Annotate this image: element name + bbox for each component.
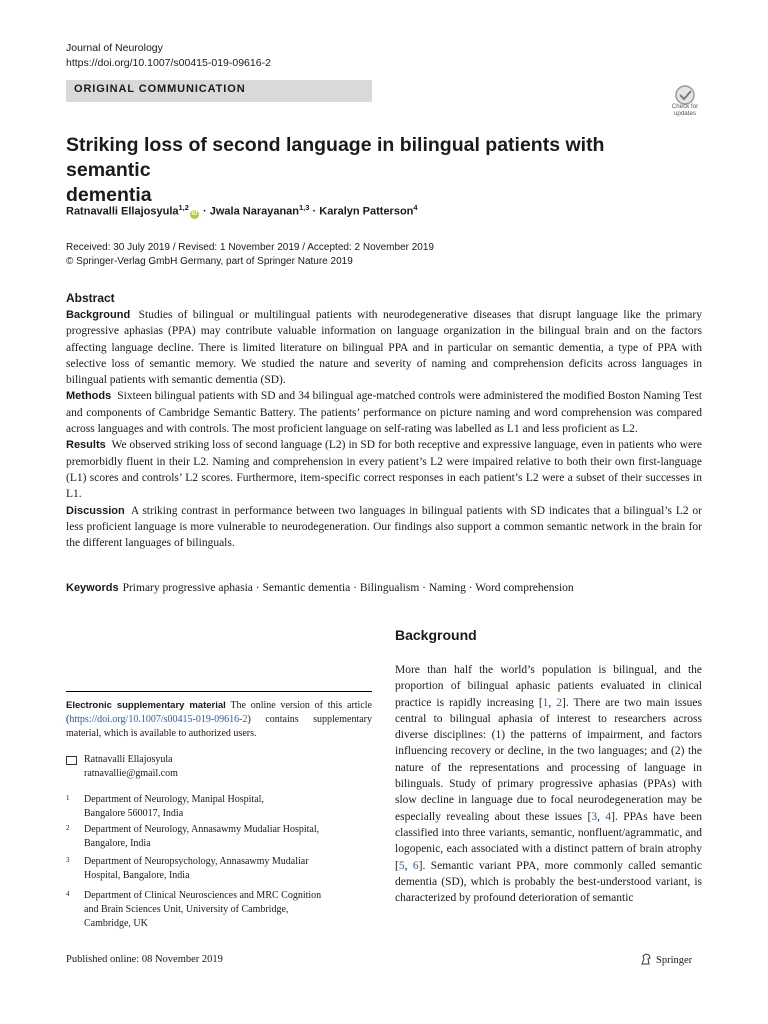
footnote-divider <box>66 691 372 692</box>
abstract-methods <box>66 388 702 437</box>
abstract-heading: Abstract <box>66 291 115 305</box>
section-label: ORIGINAL COMMUNICATION <box>74 83 246 95</box>
correspondence-email[interactable]: ratnavallie@gmail.com <box>84 768 178 779</box>
author-affiliation-marker: 1,3 <box>299 203 310 212</box>
abstract-section-text: A striking contrast in performance between two languages in bilingual patients with SD indicates that a bilingual’s L2 or less proficient language is more vulnerable to neurodegeneration. Our findings also support a common semantic network in the brain for the different languages of bilinguals. <box>66 504 702 550</box>
springer-horse-icon <box>640 953 652 965</box>
affiliation-number: 2 <box>66 824 70 832</box>
dates-line: Received: 30 July 2019 / Revised: 1 November 2019 / Accepted: 2 November 2019 <box>66 242 434 253</box>
abstract-discussion <box>66 503 702 552</box>
abstract-section-label: Results <box>66 439 106 452</box>
author-separator: · <box>312 205 317 218</box>
affiliation-text: Department of Neurology, Manipal Hospital, Bangalore 560017, India <box>84 794 264 819</box>
correspondence-name: Ratnavalli Ellajosyula <box>84 754 173 765</box>
author-name[interactable]: Karalyn Patterson <box>319 205 414 218</box>
check-for-updates-badge[interactable] <box>665 84 705 124</box>
journal-doi[interactable]: https://doi.org/10.1007/s00415-019-09616-2 <box>66 57 271 69</box>
publisher-logo[interactable] <box>640 953 692 966</box>
abstract-background <box>66 307 702 388</box>
abstract-section-label: Methods <box>66 390 112 403</box>
keywords <box>66 582 574 594</box>
keywords-text: Primary progressive aphasia · Semantic dementia · Bilingualism · Naming · Word comprehension <box>122 582 574 594</box>
esm-text-before: The online version of this article ( <box>66 700 372 725</box>
abstract-results <box>66 437 702 502</box>
section-banner <box>66 80 372 102</box>
citation-link[interactable]: 6 <box>412 859 419 872</box>
orcid-icon[interactable]: iD <box>191 210 198 217</box>
esm-doi-link[interactable]: https://doi.org/10.1007/s00415-019-09616-2 <box>69 714 248 725</box>
affiliation-number: 4 <box>66 890 70 898</box>
keywords-label: Keywords <box>66 582 119 594</box>
citation-link[interactable]: 4 <box>605 810 612 823</box>
esm-label: Electronic supplementary material <box>66 700 226 711</box>
citation-link[interactable]: 5 <box>398 859 405 872</box>
affiliation-number: 1 <box>66 794 70 802</box>
author-affiliation-marker: 4 <box>413 203 418 212</box>
check-updates-text: Check for updates <box>671 103 699 117</box>
citation-link[interactable]: 3 <box>591 810 598 823</box>
author-affiliation-marker: 1,2 <box>178 203 189 212</box>
journal-header <box>66 41 271 71</box>
esm-text-after: ) contains supplementary material, which is available to authorized users. <box>66 714 372 739</box>
affiliation-text: Department of Clinical Neurosciences and MRC Cognition and Brain Sciences Unit, University of Cambridge, Cambridge, UK <box>84 890 322 929</box>
published-online: Published online: 08 November 2019 <box>66 954 223 965</box>
journal-name: Journal of Neurology <box>66 42 163 54</box>
abstract-section-label: Background <box>66 309 131 321</box>
affiliation-text: Department of Neurology, Annasawmy Mudaliar Hospital, Bangalore, India <box>84 824 320 849</box>
article-title: Striking loss of second language in bilingual patients with semantic dementia <box>66 134 605 206</box>
publication-history <box>66 241 434 269</box>
abstract-section-text: Sixteen bilingual patients with SD and 34 bilingual age-matched controls were administered the modified Boston Naming Test and components of Cambridge Semantic Battery. The patients’ performance on picture naming and word comprehension was compared across languages and with controls. The most proficient language on self-rating was labelled as L1 and less proficient as L2. <box>66 390 703 436</box>
background-paragraph: More than half the world’s population is bilingual, and the proportion of bilingual aphasic patients evaluated in clinical practice is rapidly increasing [1, 2]. There are two main issues central to bilingual aphasia of interest to researchers across diverse disciplines: (1) the patterns of impairment, and factors influencing recovery or decline, in the two languages; and (2) the nature of the representations and processing of language in bilinguals. Study of primary progressive aphasias (PPAs) with slow decline in language due to focal neurodegeneration may be especially revealing about these issues [3, 4]. PPAs have been classified into three variants, semantic, nonfluent/agrammatic, and logopenic, each associated with a distinct pattern of brain atrophy [5, 6]. Semantic variant PPA, more commonly called semantic dementia (SD), which is probably the best-understood variant, is characterized by profound deterioration of semantic <box>395 664 703 905</box>
affiliation-text: Department of Neuropsychology, Annasawmy Mudaliar Hospital, Bangalore, India <box>84 856 309 881</box>
author-name[interactable]: Jwala Narayanan <box>209 205 300 218</box>
affiliation-number: 3 <box>66 856 70 864</box>
citation-link[interactable]: 2 <box>556 696 563 709</box>
author-name[interactable]: Ratnavalli Ellajosyula <box>66 205 179 218</box>
supplementary-material-note <box>66 699 372 741</box>
abstract-section-text: Studies of bilingual or multilingual patients with neurodegenerative diseases that disrupt language like the primary progressive aphasias (PPA) may contribute valuable information on language organization in the bilingual brain and on the factors affecting language decline. There is limited literature on bilingual PPA and in particular on semantic dementia, a type of PPA with selective loss of semantic memory. We studied the nature and severity of naming and comprehension deficits across languages in bilingual patients with semantic dementia (SD). <box>66 309 702 387</box>
background-heading: Background <box>395 627 477 643</box>
abstract-section-text: We observed striking loss of second language (L2) in SD for both receptive and expressive language, even in patients who were premorbidly fluent in their L2. Naming and comprehension in every patient’s L2 were impaired relative to both their own first-language (L1) scores and controls’ L2 scores. Furthermore, item-specific correct responses in each patient’s L2 were a subset of their successes in L1. <box>66 439 702 501</box>
envelope-icon <box>66 756 77 765</box>
correspondence-text <box>84 753 178 781</box>
publisher-name: Springer <box>656 955 693 966</box>
abstract <box>66 291 702 551</box>
author-separator: · <box>203 205 207 218</box>
author-list <box>66 203 418 219</box>
citation-link[interactable]: 1 <box>542 696 549 709</box>
abstract-section-label: Discussion <box>66 504 125 517</box>
copyright-line: © Springer-Verlag GmbH Germany, part of Springer Nature 2019 <box>66 256 353 267</box>
